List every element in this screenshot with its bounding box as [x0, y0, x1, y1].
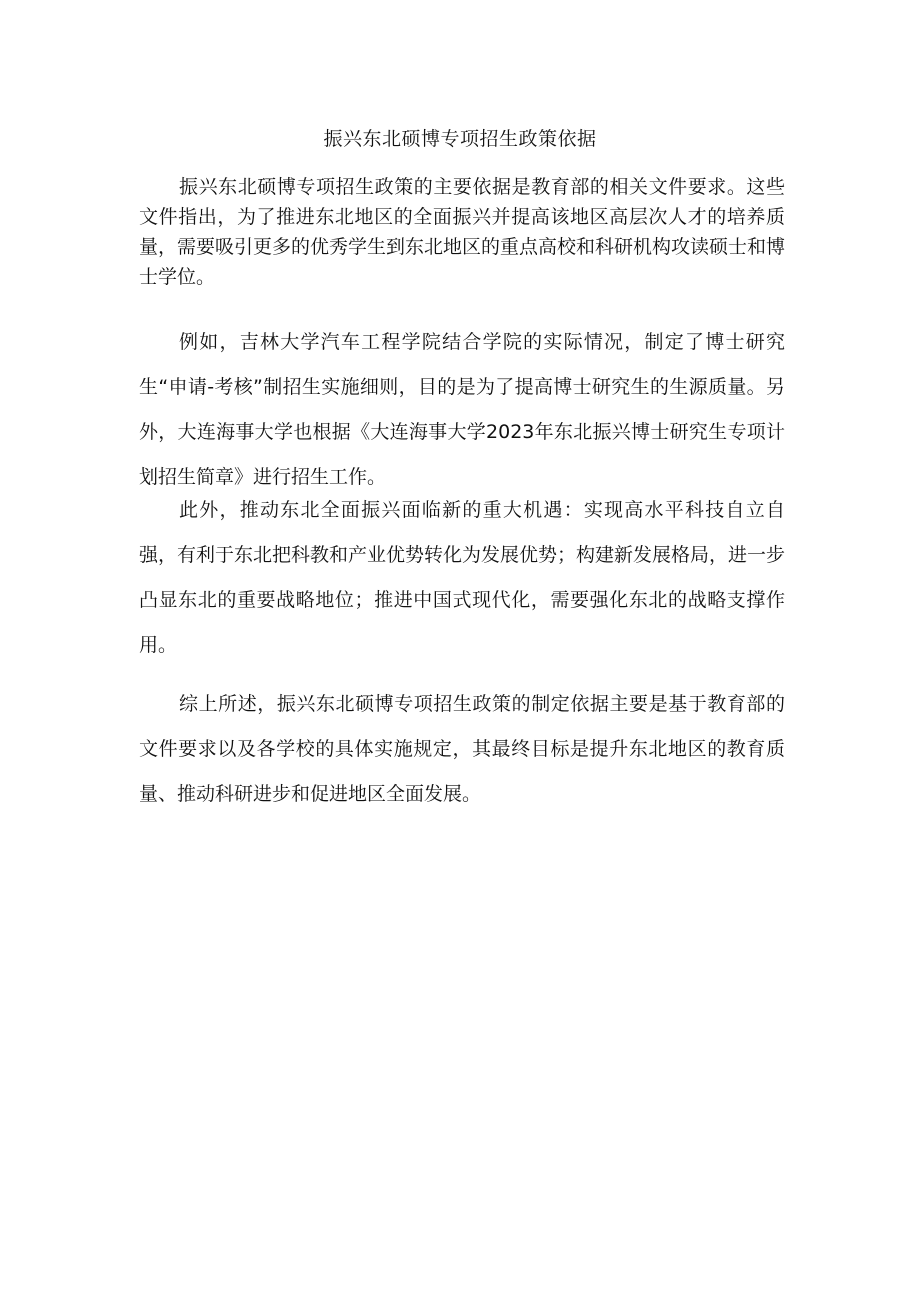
document-title: 振兴东北硕博专项招生政策依据	[323, 128, 597, 150]
paragraph-basis: 振兴东北硕博专项招生政策的主要依据是教育部的相关文件要求。这些文件指出，为了推进东北地区的全面振兴并提高该地区高层次人才的培养质量，需要吸引更多的优秀学生到东北地区的重点高校和科研机构攻读硕士和博士学位。	[139, 176, 786, 288]
paragraph-conclusion: 综上所述，振兴东北硕博专项招生政策的制定依据主要是基于教育部的文件要求以及各学校的具体实施规定，其最终目标是提升东北地区的教育质量、推动科研进步和促进地区全面发展。	[139, 693, 785, 805]
paragraph-examples: 例如，吉林大学汽车工程学院结合学院的实际情况，制定了博士研究生“申请-考核”制招生实施细则，目的是为了提高博士研究生的生源质量。另外，大连海事大学也根据《大连海事大学2023年东北振兴博士研究生专项计划招生简章》进行招生工作。	[139, 331, 785, 488]
paragraph-opportunities: 此外，推动东北全面振兴面临新的重大机遇：实现高水平科技自立自强，有利于东北把科教和产业优势转化为发展优势；构建新发展格局，进一步凸显东北的重要战略地位；推进中国式现代化，需要强化东北的战略支撑作用。	[139, 499, 786, 656]
